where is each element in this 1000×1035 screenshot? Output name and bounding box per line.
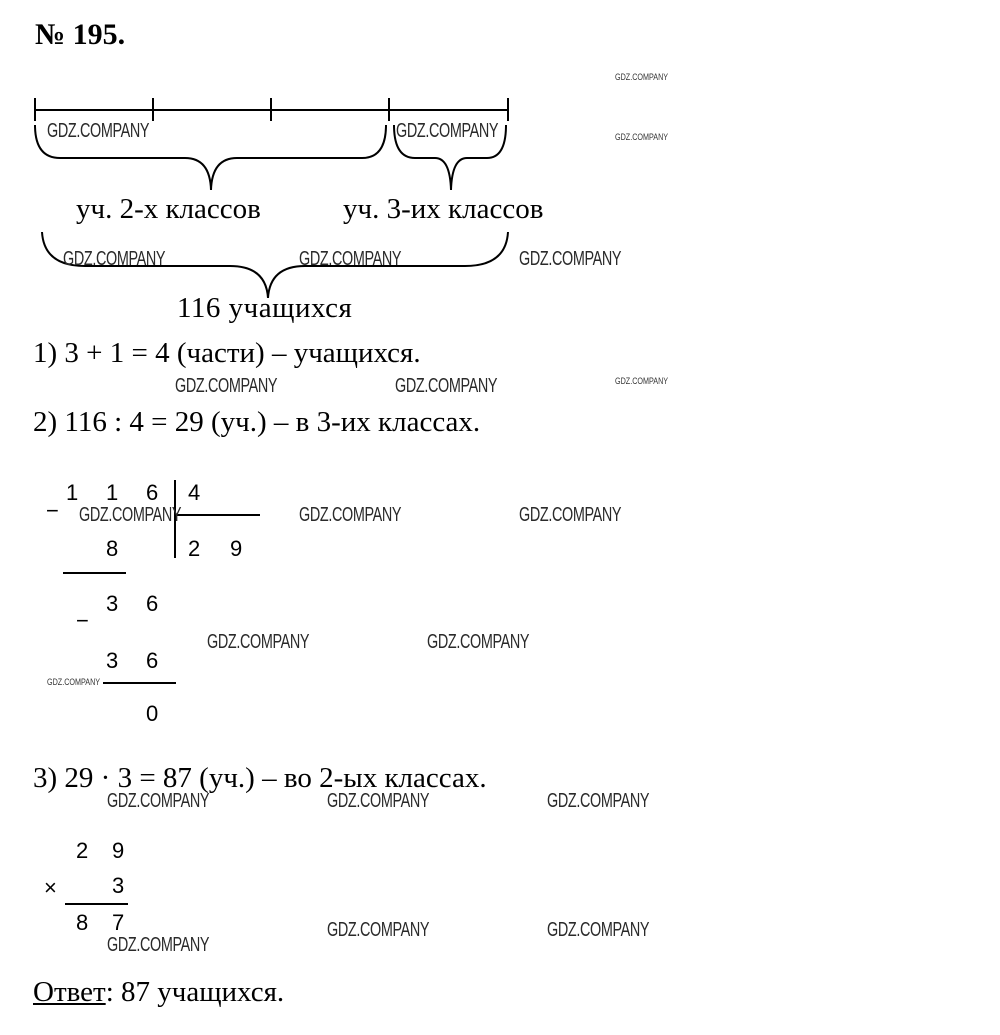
segment-diagram bbox=[0, 0, 1000, 340]
watermark: GDZ.COMPANY bbox=[107, 934, 210, 956]
mult-top-digit-1: 2 bbox=[76, 838, 89, 863]
answer-line bbox=[33, 976, 284, 1009]
watermark: GDZ.COMPANY bbox=[547, 790, 650, 812]
watermark: GDZ.COMPANY bbox=[79, 504, 182, 526]
mult-result-digit-2: 7 bbox=[112, 910, 125, 935]
watermark: GDZ.COMPANY bbox=[63, 248, 166, 270]
label-2nd-grades: уч. 2-х классов bbox=[76, 193, 261, 225]
mult-sign: × bbox=[44, 875, 57, 900]
watermark: GDZ.COMPANY bbox=[47, 120, 150, 142]
watermark: GDZ.COMPANY bbox=[47, 677, 101, 687]
watermark: GDZ.COMPANY bbox=[519, 248, 622, 270]
dividend-digit-1: 1 bbox=[66, 480, 79, 505]
answer-label: Ответ bbox=[33, 976, 106, 1008]
minus-sign-2: − bbox=[76, 608, 89, 633]
watermark: GDZ.COMPANY bbox=[615, 132, 669, 142]
sub2-digit-2: 6 bbox=[146, 648, 159, 673]
watermark: GDZ.COMPANY bbox=[519, 504, 622, 526]
watermark: GDZ.COMPANY bbox=[615, 376, 669, 386]
watermark: GDZ.COMPANY bbox=[427, 631, 530, 653]
mult-top-digit-2: 9 bbox=[112, 838, 125, 863]
watermark: GDZ.COMPANY bbox=[299, 504, 402, 526]
mult-result-digit-1: 8 bbox=[76, 910, 89, 935]
step-1: 1) 3 + 1 = 4 (части) – учащихся. bbox=[33, 337, 421, 369]
watermark: GDZ.COMPANY bbox=[615, 72, 669, 82]
watermark: GDZ.COMPANY bbox=[207, 631, 310, 653]
watermark: GDZ.COMPANY bbox=[327, 919, 430, 941]
watermark: GDZ.COMPANY bbox=[547, 919, 650, 941]
remainder-digit: 0 bbox=[146, 701, 159, 726]
label-3rd-grades: уч. 3-их классов bbox=[343, 193, 544, 225]
watermark: GDZ.COMPANY bbox=[175, 375, 278, 397]
sub2-digit-1: 3 bbox=[106, 648, 119, 673]
watermark: GDZ.COMPANY bbox=[395, 375, 498, 397]
step-3: 3) 29 · 3 = 87 (уч.) – во 2-ых классах. bbox=[33, 762, 487, 794]
watermark: GDZ.COMPANY bbox=[327, 790, 430, 812]
watermark: GDZ.COMPANY bbox=[107, 790, 210, 812]
problem-title: № 195. bbox=[35, 18, 126, 51]
rem1-digit-2: 6 bbox=[146, 591, 159, 616]
watermark: GDZ.COMPANY bbox=[396, 120, 499, 142]
mult-factor: 3 bbox=[112, 873, 125, 898]
total-label: 116 учащихся bbox=[177, 292, 353, 324]
rem1-digit-1: 3 bbox=[106, 591, 119, 616]
quotient-digit-2: 9 bbox=[230, 536, 243, 561]
minus-sign-1: − bbox=[46, 498, 59, 523]
quotient-digit-1: 2 bbox=[188, 536, 201, 561]
answer-text: : 87 учащихся. bbox=[105, 976, 285, 1008]
divisor: 4 bbox=[188, 480, 201, 505]
sub1-digit: 8 bbox=[106, 536, 119, 561]
step-2: 2) 116 : 4 = 29 (уч.) – в 3-их классах. bbox=[33, 406, 481, 438]
watermark: GDZ.COMPANY bbox=[299, 248, 402, 270]
dividend-digit-2: 1 bbox=[106, 480, 119, 505]
dividend-digit-3: 6 bbox=[146, 480, 159, 505]
